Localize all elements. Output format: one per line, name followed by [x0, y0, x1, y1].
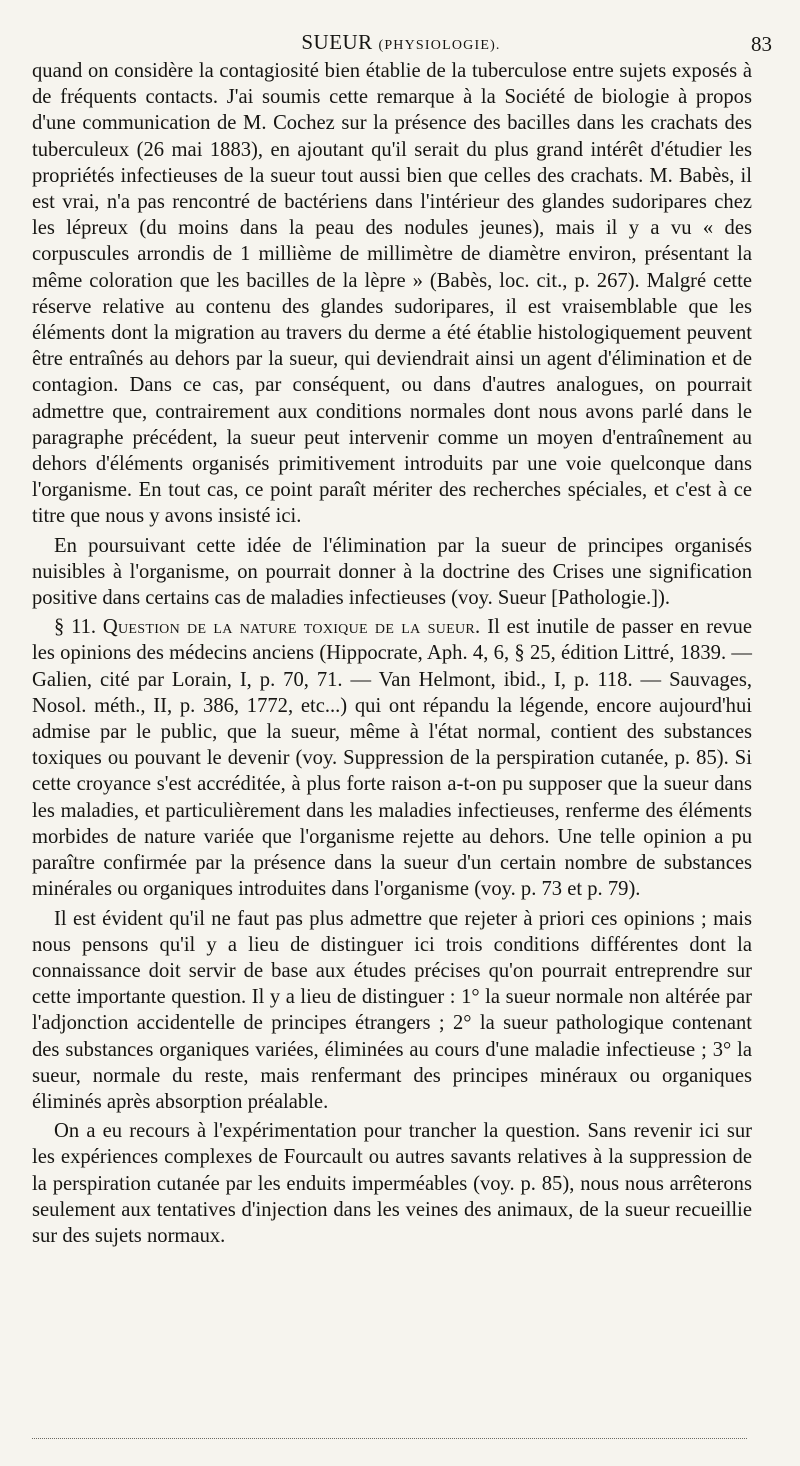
page-header: [30, 30, 772, 58]
paragraph: En poursuivant cette idée de l'élimination par la sueur de principes organisés nuisibles à l'organisme, on pourrait donner à la doctrine des Crises une signification positive dans certains cas de maladies infectieuses (voy. Sueur [Pathologie.]).: [32, 534, 752, 610]
bottom-dotted-rule: [32, 1438, 747, 1439]
section-number: § 11.: [54, 616, 97, 639]
section-heading: Question de la nature toxique de la sueur.: [102, 616, 481, 639]
paragraph: On a eu recours à l'expérimentation pour trancher la question. Sans revenir ici sur les expériences complexes de Fourcault ou autres savants relatives à la suppression de la perspiration cutanée par les enduits imperméables (voy. p. 85), nous nous arrêterons seulement aux tentatives d'injection dans les veines des animaux, de la sueur recueillie sur des sujets normaux.: [32, 1120, 752, 1247]
section-text: Il est inutile de passer en revue les opinions des médecins anciens (Hippocrate, Aph. 4, 6, § 25, édition Littré, 1839. — Galien, cité par Lorain, I, p. 70, 71. — Van Helmont, ibid., I, p. 118. — Sauvages, Nosol. méth., II, p. 386, 1772, etc...) qui ont répandu la légende, encore aujourd'hui admise par le public, que la sueur, même à l'état normal, contient des substances toxiques ou pouvant le devenir (voy. Suppression de la perspiration cutanée, p. 85). Si cette croyance s'est accréditée, à plus forte raison a-t-on pu supposer que la sueur dans les maladies, et particulièrement dans les maladies infectieuses, renferme des éléments morbides de nature variée que l'organisme rejette au dehors. Une telle opinion a pu paraître confirmée par la présence dans la sueur d'un certain nombre de substances minérales ou organiques introduites dans l'organisme (voy. p. 73 et p. 79).: [32, 616, 752, 901]
paragraph: quand on considère la contagiosité bien établie de la tuberculose entre sujets exposés à de fréquents contacts. J'ai soumis cette remarque à la Société de biologie à propos d'une communication de M. Cochez sur la présence des bacilles dans les crachats des tuberculeux (26 mai 1883), en ajoutant qu'il serait du plus grand intérêt d'étudier les propriétés infectieuses de la sueur tout aussi bien que celles des crachats. M. Babès, il est vrai, n'a pas rencontré de bactériens dans l'intérieur des glandes sudoripares chez les lépreux (du moins dans la peau des nodules jeunes), mais il y a vu « des corpuscules arrondis de 1 millième de millimètre de diamètre environ, présentant la même coloration que les bacilles de la lèpre » (Babès, loc. cit., p. 267). Malgré cette réserve relative au contenu des glandes sudoripares, il est vraisemblable que les éléments dont la migration au travers du derme a été établie histologiquement peuvent être entraînés au dehors par la sueur, qui deviendrait ainsi un agent d'élimination et de contagion. Dans ce cas, par conséquent, ou dans d'autres analogues, on pourrait admettre que, contrairement aux conditions normales dont nous avons parlé dans le paragraphe précédent, la sueur peut intervenir comme un moyen d'entraînement au dehors d'éléments organisés primitivement introduits par une voie quelconque dans l'organisme. En tout cas, ce point paraît mériter des recherches spéciales, et c'est à ce titre que nous y avons insisté ici.: [32, 60, 752, 528]
section-paragraph: [32, 614, 752, 902]
paragraph: Il est évident qu'il ne faut pas plus admettre que rejeter à priori ces opinions ; mais nous pensons qu'il y a lieu de distinguer ici trois conditions différentes dont la connaissance doit servir de base aux études précises qu'on pourrait entreprendre sur cette importante question. Il y a lieu de distinguer : 1° la sueur normale non altérée par l'adjonction accidentelle de principes étrangers ; 2° la sueur pathologique contenant des substances organiques variées, éliminées au cours d'une maladie infectieuse ; 3° la sueur, normale du reste, mais renfermant des principes minéraux ou organiques éliminés après absorption préalable.: [32, 907, 752, 1113]
header-subtitle: (PHYSIOLOGIE).: [378, 38, 501, 53]
page-number: 83: [751, 32, 772, 56]
header-title: SUEUR: [301, 30, 373, 54]
running-title: [30, 30, 772, 55]
body-text: [32, 58, 752, 1249]
